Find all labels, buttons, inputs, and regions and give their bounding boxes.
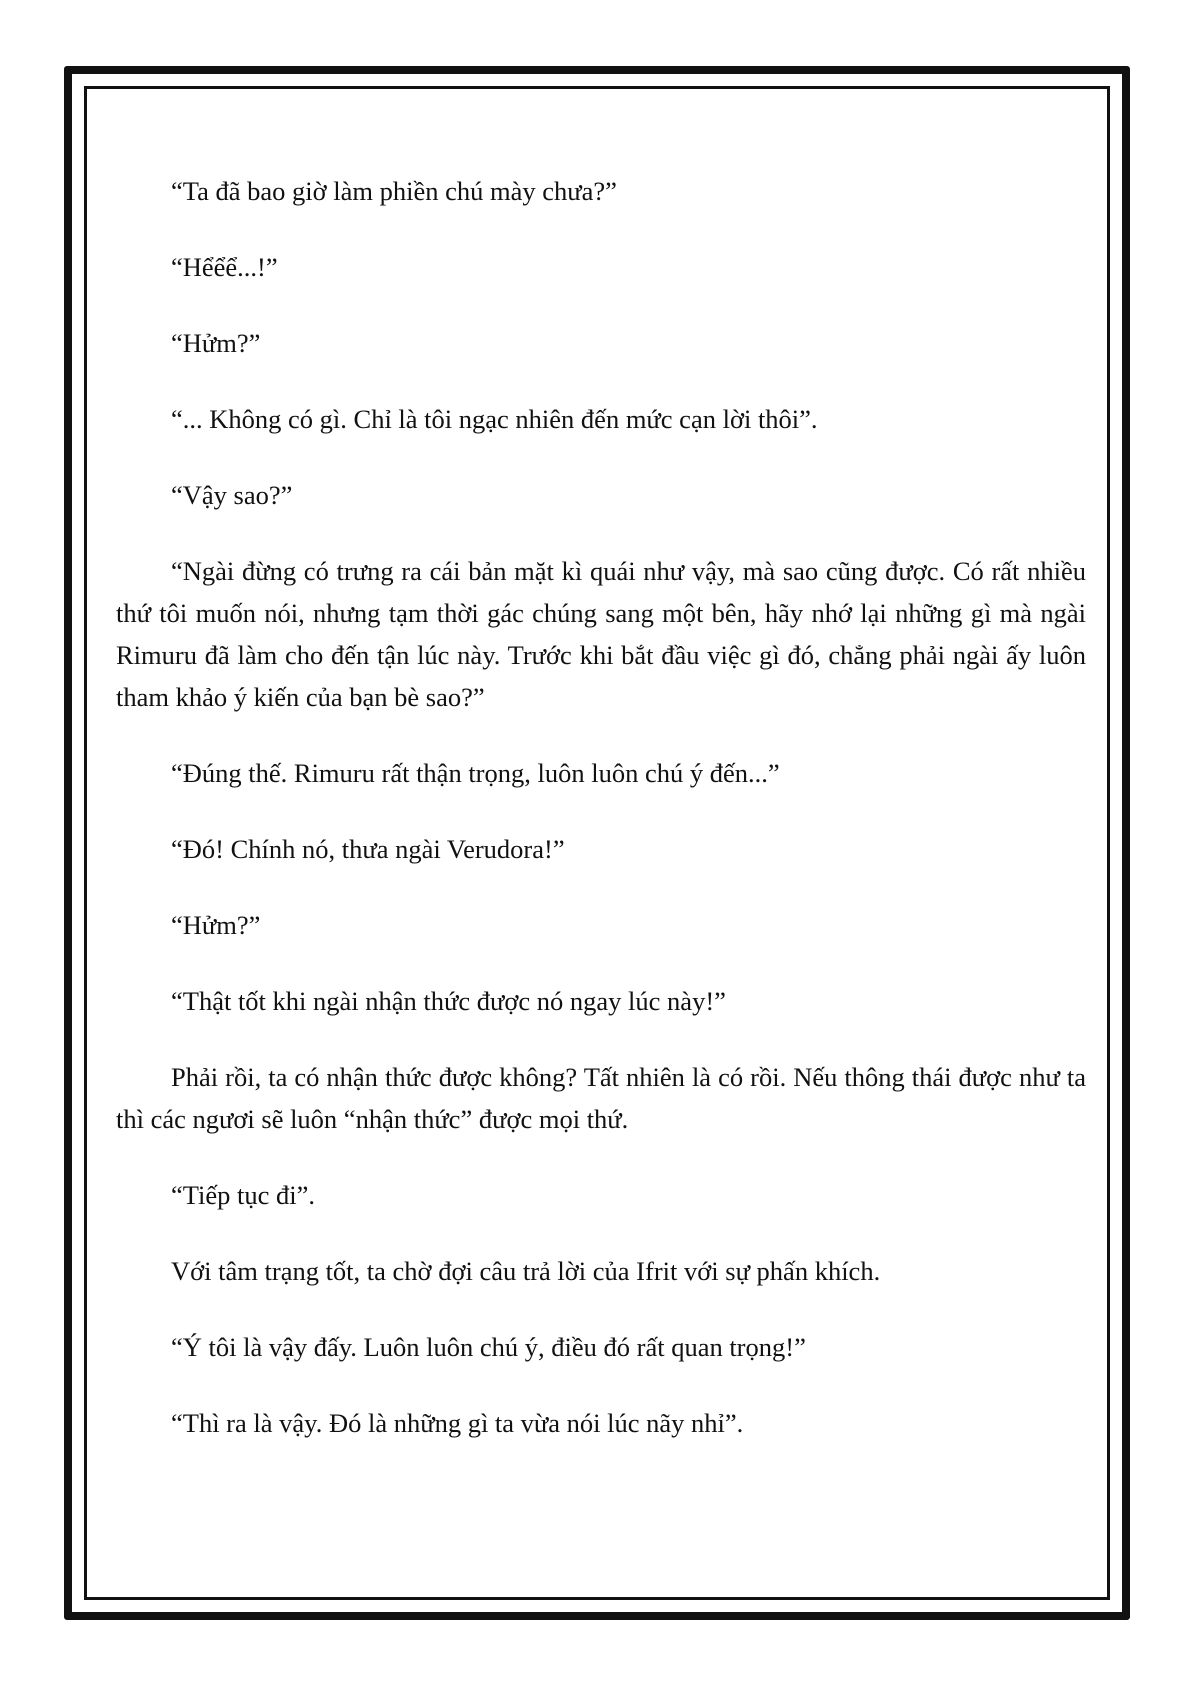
paragraph: “Ta đã bao giờ làm phiền chú mày chưa?”	[171, 176, 617, 206]
paragraph: “Thì ra là vậy. Đó là những gì ta vừa nói lúc nãy nhỉ”.	[171, 1408, 744, 1438]
document-body	[116, 170, 1086, 1478]
paragraph: “Thật tốt khi ngài nhận thức được nó ngay lúc này!”	[171, 986, 726, 1016]
paragraph: “... Không có gì. Chỉ là tôi ngạc nhiên đến mức cạn lời thôi”.	[171, 404, 818, 434]
paragraph: Phải rồi, ta có nhận thức được không? Tất nhiên là có rồi. Nếu thông thái được như ta thì các ngươi sẽ luôn “nhận thức” được mọi thứ.	[116, 1062, 1086, 1134]
paragraph: Với tâm trạng tốt, ta chờ đợi câu trả lời của Ifrit với sự phấn khích.	[171, 1256, 881, 1286]
paragraph: “Đúng thế. Rimuru rất thận trọng, luôn luôn chú ý đến...”	[171, 758, 780, 788]
paragraph: “Hửm?”	[171, 328, 261, 358]
paragraph: “Hểểể...!”	[171, 252, 278, 282]
paragraph: “Vậy sao?”	[171, 480, 293, 510]
paragraph: “Tiếp tục đi”.	[171, 1180, 316, 1210]
paragraph: “Ngài đừng có trưng ra cái bản mặt kì quái như vậy, mà sao cũng được. Có rất nhiều thứ tôi muốn nói, nhưng tạm thời gác chúng sang một bên, hãy nhớ lại những gì mà ngài Rimuru đã làm cho đến tận lúc này. Trước khi bắt đầu việc gì đó, chẳng phải ngài ấy luôn tham khảo ý kiến của bạn bè sao?”	[116, 556, 1086, 712]
paragraph: “Ý tôi là vậy đấy. Luôn luôn chú ý, điều đó rất quan trọng!”	[171, 1332, 806, 1362]
paragraph: “Hửm?”	[171, 910, 261, 940]
paragraph: “Đó! Chính nó, thưa ngài Verudora!”	[171, 834, 565, 864]
